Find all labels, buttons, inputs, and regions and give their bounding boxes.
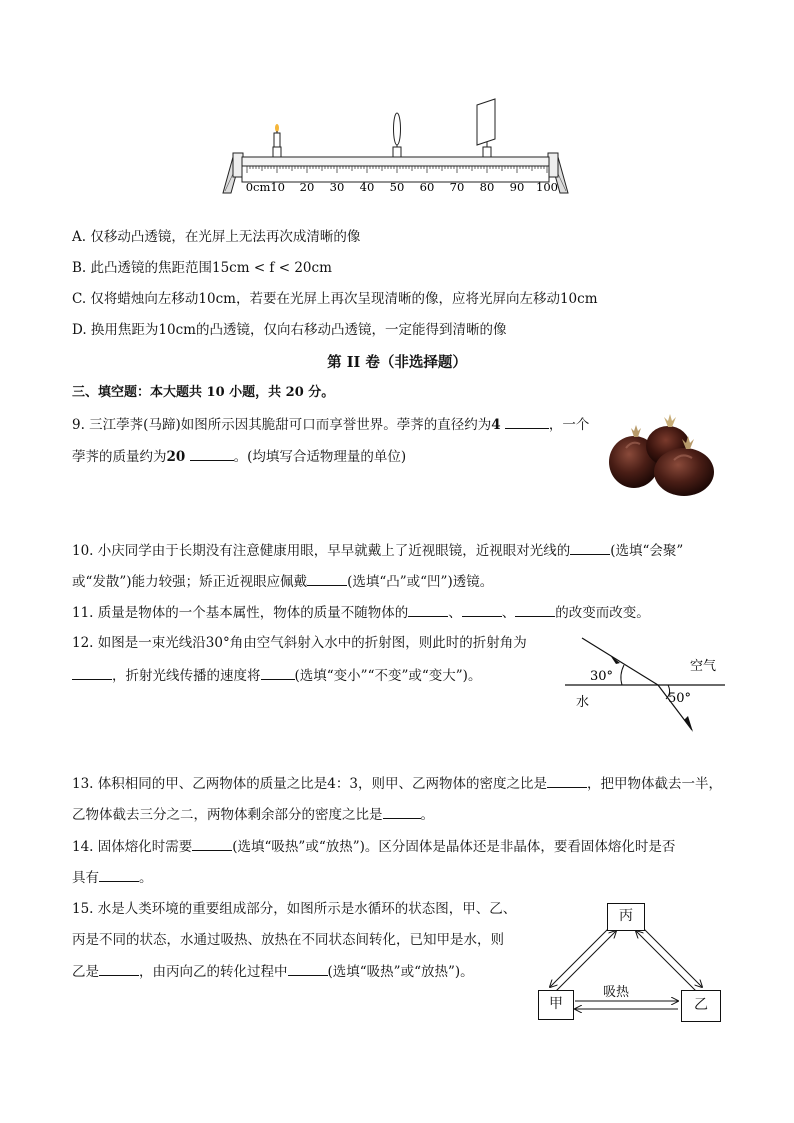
section-three-heading: 三、填空题：本大题共 10 小题，共 20 分。 (72, 385, 335, 400)
q11-blank2 (462, 602, 502, 617)
scale-label: 40 (359, 180, 375, 194)
q10-line1: 10. 小庆同学由于长期没有注意健康用眼，早早就戴上了近视眼镜，近视眼对光线的 (选填“会聚” (72, 540, 683, 561)
q10-line2: 或“发散”)能力较强；矫正近视眼应佩戴 (选填“凸”或“凹”)透镜。 (72, 571, 493, 592)
scale-label: 20 (299, 180, 315, 194)
q12-blank2 (261, 665, 295, 680)
option-c: C. 仅将蜡烛向左移动10cm，若要在光屏上再次呈现清晰的像，应将光屏向左移动10cm (72, 291, 598, 307)
q11-line: 11. 质量是物体的一个基本属性，物体的质量不随物体的 、 、 的改变而改变。 (72, 602, 650, 623)
q12-line1: 12. 如图是一束光线沿30°角由空气斜射入水中的折射图，则此时的折射角为 (72, 635, 527, 651)
section-title: 第 II 卷（非选择题） (327, 354, 467, 371)
q9-blank2 (190, 446, 234, 461)
light-screen (477, 99, 495, 157)
scale-label: 70 (449, 180, 465, 194)
q13-blank2 (383, 804, 421, 819)
q15-blank1 (99, 961, 139, 976)
q13-line2: 乙物体截去三分之二，两物体剩余部分的密度之比是 。 (72, 804, 434, 825)
scale-label: 0cm10 (245, 180, 285, 194)
scale-label: 90 (509, 180, 525, 194)
option-a: A. 仅移动凸透镜，在光屏上无法再次成清晰的像 (72, 229, 361, 245)
q12-line2: ，折射光线传播的速度将 (选填“变小”“不变”或“变大”)。 (72, 665, 481, 686)
refraction-figure (560, 630, 730, 740)
q11-blank1 (408, 602, 448, 617)
convex-lens (393, 113, 401, 157)
state-box-jia: 甲 (538, 990, 574, 1020)
option-d: D. 换用焦距为10cm的凸透镜，仅向右移动凸透镜，一定能得到清晰的像 (72, 322, 507, 338)
scale-label: 80 (479, 180, 495, 194)
q11-blank3 (515, 602, 555, 617)
water-chestnut-photo (606, 410, 720, 500)
scale-label: 100 (536, 180, 558, 194)
q14-line2: 具有 。 (72, 867, 153, 888)
optical-bench-figure (215, 95, 585, 200)
q14-blank2 (99, 867, 139, 882)
q14-line1: 14. 固体熔化时需要 (选填“吸热”或“放热”)。区分固体是晶体还是非晶体，要看固体熔化时是否 (72, 836, 675, 857)
q9-line2: 荸荠的质量约为20 。(均填写合适物理量的单位) (72, 446, 406, 467)
q13-blank1 (547, 773, 587, 788)
absorb-heat-label: 吸热 (603, 985, 630, 1000)
water-label: 水 (576, 695, 590, 710)
air-label: 空气 (690, 659, 717, 674)
angle-50-label: 50° (668, 691, 692, 706)
candle (273, 124, 281, 157)
q15-blank2 (288, 961, 328, 976)
state-box-yi: 乙 (681, 990, 721, 1022)
option-b: B. 此凸透镜的焦距范围15cm < f < 20cm (72, 260, 332, 276)
q15-line3: 乙是 ，由丙向乙的转化过程中 (选填“吸热”或“放热”)。 (72, 961, 474, 982)
state-box-bing: 丙 (607, 903, 645, 931)
q13-line1: 13. 体积相同的甲、乙两物体的质量之比是4：3，则甲、乙两物体的密度之比是 ，把甲物体截去一半， (72, 773, 722, 794)
q12-blank1 (72, 665, 112, 680)
q10-blank2 (307, 571, 347, 586)
angle-30-label: 30° (590, 669, 614, 684)
q10-blank1 (570, 540, 610, 555)
q15-line2: 丙是不同的状态，水通过吸热、放热在不同状态间转化，已知甲是水，则 (72, 932, 504, 948)
q14-blank1 (192, 836, 232, 851)
scale-label: 30 (329, 180, 345, 194)
scale-label: 50 (389, 180, 405, 194)
q15-line1: 15. 水是人类环境的重要组成部分，如图所示是水循环的状态图，甲、乙、 (72, 901, 517, 917)
q9-line1: 9. 三江荸荠(马蹄)如图所示因其脆甜可口而享誉世界。荸荠的直径约为4 ，一个 (72, 414, 589, 435)
scale-label: 60 (419, 180, 435, 194)
q9-blank1 (505, 414, 549, 429)
